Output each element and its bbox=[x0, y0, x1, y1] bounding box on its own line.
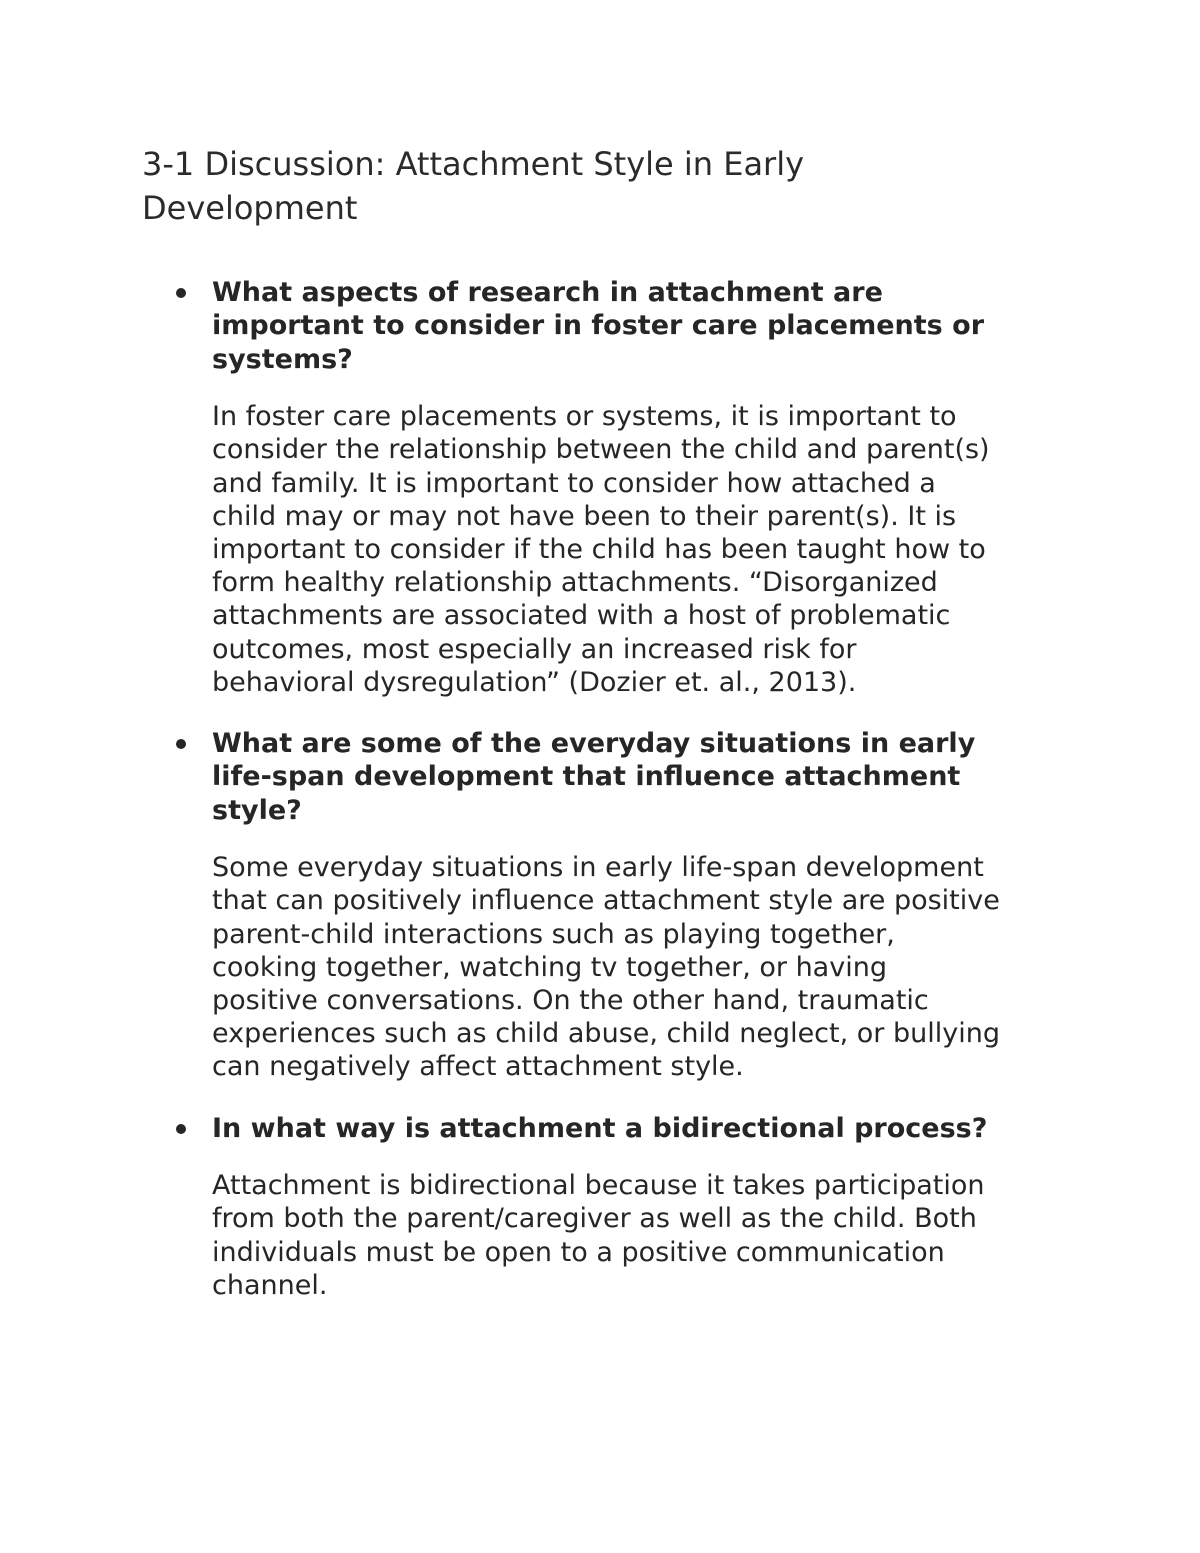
question-item bbox=[142, 1112, 1080, 1302]
answer-line: parent-child interactions such as playing together, bbox=[212, 918, 895, 950]
bullet-icon bbox=[176, 1124, 186, 1134]
answer-line: that can positively influence attachment style are positive bbox=[212, 885, 1000, 917]
answer-line: experiences such as child abuse, child neglect, or bullying bbox=[212, 1018, 1000, 1050]
question-text bbox=[212, 276, 1080, 376]
answer-text bbox=[212, 851, 1080, 1083]
question-text bbox=[212, 1112, 1080, 1145]
question-line: In what way is attachment a bidirectional process? bbox=[212, 1112, 988, 1144]
question-line: important to consider in foster care placements or bbox=[212, 310, 985, 342]
answer-line: behavioral dysregulation” (Dozier et. al., 2013). bbox=[212, 666, 857, 698]
bullet-icon bbox=[176, 739, 186, 749]
answer-text bbox=[212, 400, 1080, 699]
answer-line: consider the relationship between the child and parent(s) bbox=[212, 434, 990, 466]
answer-text bbox=[212, 1169, 1080, 1302]
answer-line: form healthy relationship attachments. “Disorganized bbox=[212, 567, 938, 599]
answer-line: important to consider if the child has been taught how to bbox=[212, 534, 986, 566]
question-line: What are some of the everyday situations in early bbox=[212, 728, 976, 760]
question-item bbox=[142, 727, 1080, 1084]
answer-line: from both the parent/caregiver as well as the child. Both bbox=[212, 1203, 977, 1235]
answer-line: Attachment is bidirectional because it takes participation bbox=[212, 1170, 985, 1202]
answer-line: channel. bbox=[212, 1269, 328, 1301]
page-title bbox=[142, 142, 922, 230]
answer-line: can negatively affect attachment style. bbox=[212, 1051, 744, 1083]
answer-line: positive conversations. On the other hand, traumatic bbox=[212, 985, 929, 1017]
answer-line: Some everyday situations in early life-span development bbox=[212, 852, 984, 884]
answer-line: child may or may not have been to their parent(s). It is bbox=[212, 500, 957, 532]
question-line: What aspects of research in attachment are bbox=[212, 277, 883, 308]
answer-line: outcomes, most especially an increased risk for bbox=[212, 633, 857, 665]
bullet-icon bbox=[176, 288, 186, 298]
question-line: systems? bbox=[212, 343, 353, 375]
question-list bbox=[142, 276, 1080, 1302]
answer-line: cooking together, watching tv together, or having bbox=[212, 951, 887, 983]
question-line: style? bbox=[212, 794, 302, 826]
title-line: Development bbox=[142, 189, 358, 227]
question-line: life-span development that influence attachment bbox=[212, 761, 961, 793]
question-item bbox=[142, 276, 1080, 699]
answer-line: attachments are associated with a host of problematic bbox=[212, 600, 951, 632]
answer-line: individuals must be open to a positive communication bbox=[212, 1236, 945, 1268]
title-line: 3-1 Discussion: Attachment Style in Early bbox=[142, 145, 805, 183]
answer-line: and family. It is important to consider how attached a bbox=[212, 467, 936, 499]
answer-line: In foster care placements or systems, it is important to bbox=[212, 401, 957, 433]
question-text bbox=[212, 727, 1080, 827]
